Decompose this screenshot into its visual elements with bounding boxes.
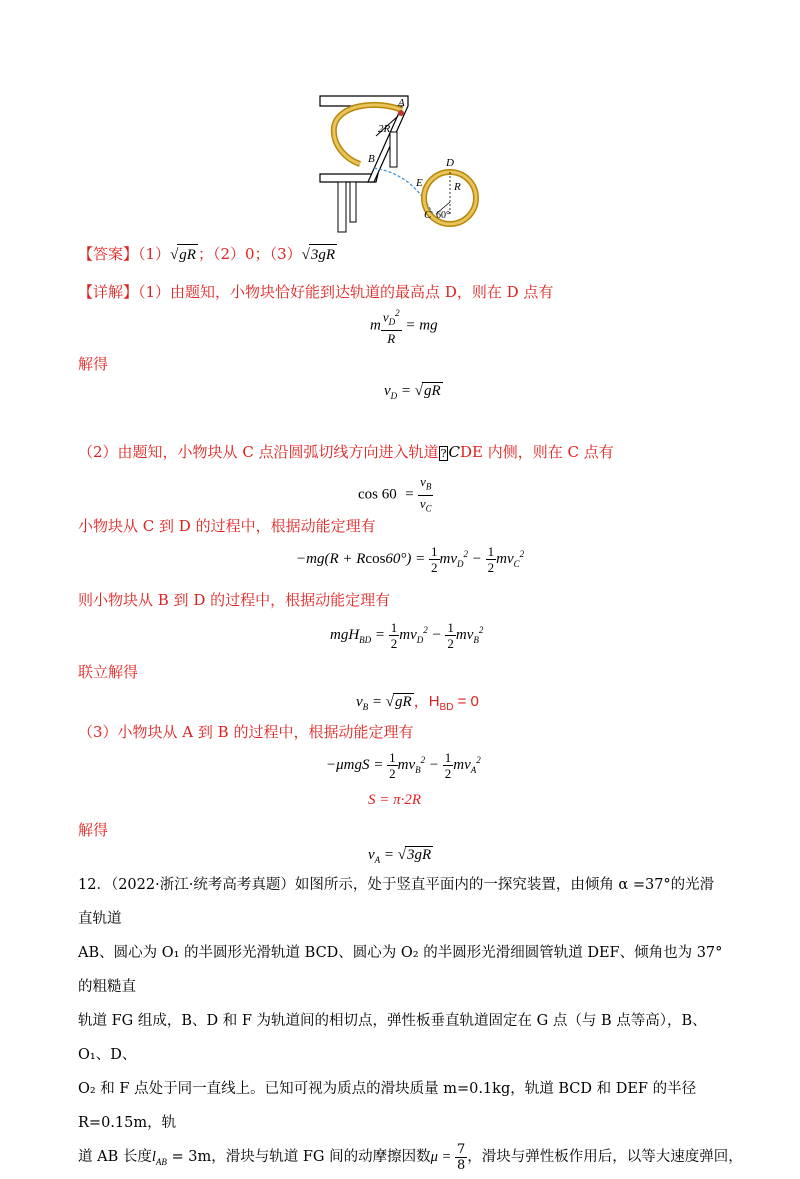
answer-p1-math: gR <box>177 244 198 265</box>
p12-mu: μ = <box>430 1149 455 1165</box>
lianli: 联立解得 <box>78 663 139 681</box>
eq-energy-ab: −μmgS = $\frac{1}{2}$ $mv_B^2$ − $\frac{1}{2}$ $mv_A^2$ <box>326 750 481 781</box>
eq-vb: $v_B = √gR$ ，$H_{BD} = 0$ <box>356 693 479 713</box>
p12-line5a: 道 AB 长度 <box>78 1149 152 1165</box>
hbd-val: = 0 <box>453 693 479 710</box>
p12-sub: AB <box>155 1156 167 1167</box>
detail-s1: （1）由题知，小物块恰好能到达轨道的最高点 D，则在 D 点有 <box>138 283 554 301</box>
detail-s4: 则小物块从 B 到 D 的过程中，根据动能定理有 <box>78 591 391 609</box>
table-leg <box>338 182 346 232</box>
answer-p3-math: 3gR <box>309 244 337 265</box>
p12-frac <box>455 1142 467 1173</box>
answer-p1: （1） <box>138 245 171 263</box>
detail-line-1 <box>78 282 553 302</box>
answer-p3: （3） <box>269 245 302 263</box>
detail-s2: （2）由题知，小物块从 C 点沿圆弧切线方向进入轨道 <box>78 443 439 461</box>
p12-line5b: ，滑块与轨道 FG 间的动摩擦因数 <box>211 1149 431 1165</box>
detail-s2-tail: DE 内侧，则在 C 点有 <box>459 443 614 461</box>
physics-figure <box>318 92 490 242</box>
answer-p2: （2）0； <box>212 245 270 263</box>
hbd-sub: BD <box>439 702 454 713</box>
p12-den: 8 <box>456 1157 466 1173</box>
p12-eq: = 3m <box>166 1149 212 1165</box>
eq-va: $v_A = √3gR$ <box>368 847 432 865</box>
hbd-text: ，H <box>413 693 440 710</box>
table-leg <box>350 182 356 222</box>
detail-s5: （3）小物块从 A 到 B 的过程中，根据动能定理有 <box>78 723 414 741</box>
eq-energy-bd: mgH$_{BD}$ = $\frac{1}{2}$ $mv_D^2$ − $\frac{1}{2}$ $mv_B^2$ <box>330 620 484 651</box>
jiede-2: 解得 <box>78 821 109 839</box>
p12-line3: 轨道 FG 组成，B、D 和 F 为轨道间的相切点，弹性板垂直轨道固定在 G 点（与 B 点等高），B、O₁、D、 <box>78 1013 707 1063</box>
p12-lab: l <box>151 1149 156 1165</box>
p12-num: 7 <box>456 1141 466 1157</box>
eq-energy-cd: −mg(R + Rcos60°) = $\frac{1}{2}$ $mv_D^2$ − $\frac{1}{2}$ $mv_C^2$ <box>296 544 525 575</box>
eq-s: S = π·2R <box>368 792 422 808</box>
label-angle: 60° <box>436 210 450 221</box>
eq-cos60: cos 60 = $\frac{v_B}{v_C}$ <box>358 474 432 514</box>
label-d: D <box>446 157 454 169</box>
jiede-1: 解得 <box>78 355 109 373</box>
label-e: E <box>416 177 423 189</box>
p12-line5c: ，滑块与弹性板作用后，以等大速度弹回， <box>467 1149 743 1165</box>
p12-line5 <box>78 1140 743 1179</box>
label-2r: 2R <box>378 123 391 135</box>
eq-centripetal: m $\frac{v_D^2}{R}$ = mg <box>370 308 438 346</box>
eq-vd: $v_D = √gR$ <box>384 383 441 401</box>
answer-prefix: 【答案】 <box>78 245 139 263</box>
label-a: A <box>398 97 405 109</box>
board-leg <box>390 132 397 167</box>
label-b: B <box>368 153 375 165</box>
detail-line-2: （2）由题知，小物块从 C 点沿圆弧切线方向进入轨道 ? CDE 内侧，则在 C 点有 <box>78 443 614 461</box>
detail-s3: 小物块从 C 到 D 的过程中，根据动能定理有 <box>78 517 376 535</box>
answer-line: 【答案】（1）√gR ；（2）0；（3）√3gR <box>78 245 336 263</box>
detail-prefix: 【详解】 <box>78 283 139 301</box>
answer-sep: ； <box>197 245 213 263</box>
label-c: C <box>424 209 432 221</box>
label-r: R <box>454 181 461 193</box>
p12-line4: O₂ 和 F 点处于同一直线上。已知可视为质点的滑块质量 m=0.1kg，轨道 BCD 和 DEF 的半径 R=0.15m，轨 <box>78 1081 697 1131</box>
problem-12 <box>78 868 743 1179</box>
p12-line2: AB、圆心为 O₁ 的半圆形光滑轨道 BCD、圆心为 O₂ 的半圆形光滑细圆管轨道 DEF、倾角也为 37°的粗糙直 <box>78 945 723 995</box>
block-a <box>398 110 404 116</box>
p12-line1: 12．（2022·浙江·统考高考真题）如图所示，处于竖直平面内的一探究装置，由倾角 α =37°的光滑直轨道 <box>78 877 715 927</box>
